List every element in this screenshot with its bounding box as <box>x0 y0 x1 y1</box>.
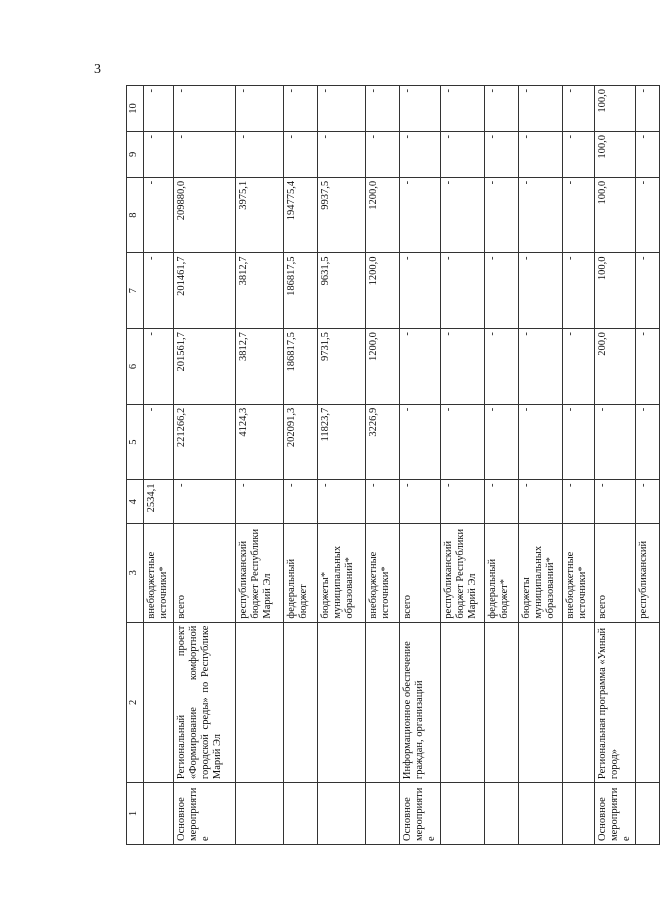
cell-col-6: 200,0 <box>595 329 636 405</box>
cell-col-1 <box>636 783 660 845</box>
table-row <box>284 86 318 845</box>
cell-col-5: - <box>485 404 519 480</box>
cell-col-9: - <box>174 131 236 177</box>
cell-col-2 <box>318 622 366 783</box>
cell-col-4: - <box>636 480 660 524</box>
cell-col-9: - <box>441 131 485 177</box>
table-row <box>144 86 174 845</box>
cell-col-2 <box>284 622 318 783</box>
cell-col-5: 4124,3 <box>236 404 284 480</box>
cell-col-4: - <box>595 480 636 524</box>
cell-col-6: - <box>636 329 660 405</box>
column-header: 4 <box>127 480 144 524</box>
cell-col-5: 202091,3 <box>284 404 318 480</box>
cell-col-2 <box>519 622 563 783</box>
cell-col-3: внебюджетные источники* <box>366 524 400 623</box>
table-body <box>144 86 660 845</box>
cell-col-5: - <box>595 404 636 480</box>
cell-col-9: - <box>236 131 284 177</box>
cell-col-10: - <box>400 86 441 132</box>
cell-col-8: - <box>144 177 174 253</box>
cell-col-10: - <box>441 86 485 132</box>
cell-col-8: 100,0 <box>595 177 636 253</box>
cell-col-9: - <box>563 131 595 177</box>
cell-col-5: - <box>144 404 174 480</box>
cell-col-9: - <box>519 131 563 177</box>
cell-col-10: - <box>318 86 366 132</box>
cell-col-6: - <box>441 329 485 405</box>
cell-col-9: - <box>284 131 318 177</box>
cell-col-10: - <box>284 86 318 132</box>
cell-col-4: - <box>563 480 595 524</box>
cell-col-3: всего <box>400 524 441 623</box>
cell-col-2 <box>236 622 284 783</box>
cell-col-1 <box>144 783 174 845</box>
cell-col-10: - <box>366 86 400 132</box>
cell-col-5: - <box>400 404 441 480</box>
cell-col-1 <box>284 783 318 845</box>
cell-col-6: 186817,5 <box>284 329 318 405</box>
cell-col-2 <box>441 622 485 783</box>
cell-col-5: - <box>563 404 595 480</box>
column-header: 10 <box>127 86 144 132</box>
cell-col-8: - <box>563 177 595 253</box>
cell-col-10: - <box>174 86 236 132</box>
cell-col-8: 3975,1 <box>236 177 284 253</box>
cell-col-1 <box>318 783 366 845</box>
cell-col-7: - <box>485 253 519 329</box>
cell-col-4: - <box>236 480 284 524</box>
cell-col-1: Основное мероприятие <box>595 783 636 845</box>
cell-col-6: 3812,7 <box>236 329 284 405</box>
cell-col-7: - <box>519 253 563 329</box>
cell-col-3: федеральный бюджет* <box>485 524 519 623</box>
cell-col-10: - <box>144 86 174 132</box>
cell-col-5: 11823,7 <box>318 404 366 480</box>
cell-col-2: Региональная программа «Умный город» <box>595 622 636 783</box>
table-row <box>366 86 400 845</box>
cell-col-4: - <box>284 480 318 524</box>
column-header: 7 <box>127 253 144 329</box>
cell-col-7: - <box>400 253 441 329</box>
cell-col-2 <box>485 622 519 783</box>
cell-col-3: бюджеты* муниципальных образований* <box>318 524 366 623</box>
cell-col-1 <box>366 783 400 845</box>
cell-col-4: - <box>366 480 400 524</box>
cell-col-4: - <box>318 480 366 524</box>
cell-col-4: - <box>441 480 485 524</box>
cell-col-6: - <box>519 329 563 405</box>
table-row <box>519 86 563 845</box>
cell-col-3: республиканский <box>636 524 660 623</box>
column-header: 6 <box>127 329 144 405</box>
cell-col-1 <box>236 783 284 845</box>
cell-col-1 <box>519 783 563 845</box>
cell-col-4: 2534,1 <box>144 480 174 524</box>
cell-col-10: - <box>636 86 660 132</box>
cell-col-10: - <box>563 86 595 132</box>
rotated-page <box>126 85 650 845</box>
cell-col-10: 100,0 <box>595 86 636 132</box>
cell-col-2: Информационное обеспечение граждан, организаций <box>400 622 441 783</box>
cell-col-9: - <box>318 131 366 177</box>
page-number: 3 <box>94 62 101 77</box>
cell-col-6: 201561,7 <box>174 329 236 405</box>
header-row <box>127 86 144 845</box>
cell-col-9: - <box>366 131 400 177</box>
cell-col-2: Региональный проект «Формирование комфортной городской среды» по Республике Марий Эл <box>174 622 236 783</box>
cell-col-2 <box>366 622 400 783</box>
column-header: 8 <box>127 177 144 253</box>
cell-col-8: - <box>519 177 563 253</box>
column-header: 1 <box>127 783 144 845</box>
cell-col-2 <box>144 622 174 783</box>
table-row <box>636 86 660 845</box>
table-row <box>400 86 441 845</box>
cell-col-7: 186817,5 <box>284 253 318 329</box>
table-row <box>174 86 236 845</box>
cell-col-10: - <box>236 86 284 132</box>
cell-col-3: республиканский бюджет Республики Марий Эл <box>236 524 284 623</box>
table-row <box>236 86 284 845</box>
cell-col-2 <box>563 622 595 783</box>
cell-col-8: - <box>441 177 485 253</box>
cell-col-7: 201461,7 <box>174 253 236 329</box>
budget-table <box>126 85 660 845</box>
cell-col-5: - <box>519 404 563 480</box>
column-header: 3 <box>127 524 144 623</box>
cell-col-3: внебюджетные источники* <box>563 524 595 623</box>
cell-col-3: всего <box>174 524 236 623</box>
cell-col-5: 221266,2 <box>174 404 236 480</box>
cell-col-9: - <box>485 131 519 177</box>
cell-col-5: - <box>636 404 660 480</box>
cell-col-7: - <box>144 253 174 329</box>
column-header: 9 <box>127 131 144 177</box>
cell-col-10: - <box>485 86 519 132</box>
cell-col-3: внебюджетные источники* <box>144 524 174 623</box>
table-row <box>563 86 595 845</box>
cell-col-1: Основное мероприятие <box>174 783 236 845</box>
cell-col-6: 1200,0 <box>366 329 400 405</box>
cell-col-8: 194775,4 <box>284 177 318 253</box>
cell-col-8: - <box>400 177 441 253</box>
column-header: 2 <box>127 622 144 783</box>
cell-col-5: - <box>441 404 485 480</box>
cell-col-9: - <box>144 131 174 177</box>
cell-col-1 <box>563 783 595 845</box>
cell-col-1: Основное мероприятие <box>400 783 441 845</box>
cell-col-3: республиканский бюджет Республики Марий Эл <box>441 524 485 623</box>
cell-col-9: - <box>400 131 441 177</box>
cell-col-6: - <box>144 329 174 405</box>
cell-col-3: бюджеты муниципальных образований* <box>519 524 563 623</box>
cell-col-3: федеральный бюджет <box>284 524 318 623</box>
table-row <box>595 86 636 845</box>
cell-col-7: - <box>636 253 660 329</box>
cell-col-1 <box>485 783 519 845</box>
cell-col-4: - <box>174 480 236 524</box>
cell-col-8: 1200,0 <box>366 177 400 253</box>
cell-col-1 <box>441 783 485 845</box>
cell-col-3: всего <box>595 524 636 623</box>
cell-col-6: - <box>400 329 441 405</box>
cell-col-7: - <box>563 253 595 329</box>
cell-col-8: - <box>636 177 660 253</box>
cell-col-4: - <box>519 480 563 524</box>
cell-col-5: 3226,9 <box>366 404 400 480</box>
table-row <box>485 86 519 845</box>
cell-col-4: - <box>400 480 441 524</box>
cell-col-4: - <box>485 480 519 524</box>
cell-col-9: 100,0 <box>595 131 636 177</box>
cell-col-7: 100,0 <box>595 253 636 329</box>
cell-col-6: - <box>485 329 519 405</box>
cell-col-7: 1200,0 <box>366 253 400 329</box>
cell-col-7: - <box>441 253 485 329</box>
column-header: 5 <box>127 404 144 480</box>
cell-col-6: 9731,5 <box>318 329 366 405</box>
cell-col-6: - <box>563 329 595 405</box>
table-row <box>318 86 366 845</box>
cell-col-7: 9631,5 <box>318 253 366 329</box>
cell-col-2 <box>636 622 660 783</box>
cell-col-8: 9937,5 <box>318 177 366 253</box>
table-row <box>441 86 485 845</box>
cell-col-10: - <box>519 86 563 132</box>
cell-col-8: - <box>485 177 519 253</box>
cell-col-7: 3812,7 <box>236 253 284 329</box>
cell-col-9: - <box>636 131 660 177</box>
cell-col-8: 209880,0 <box>174 177 236 253</box>
